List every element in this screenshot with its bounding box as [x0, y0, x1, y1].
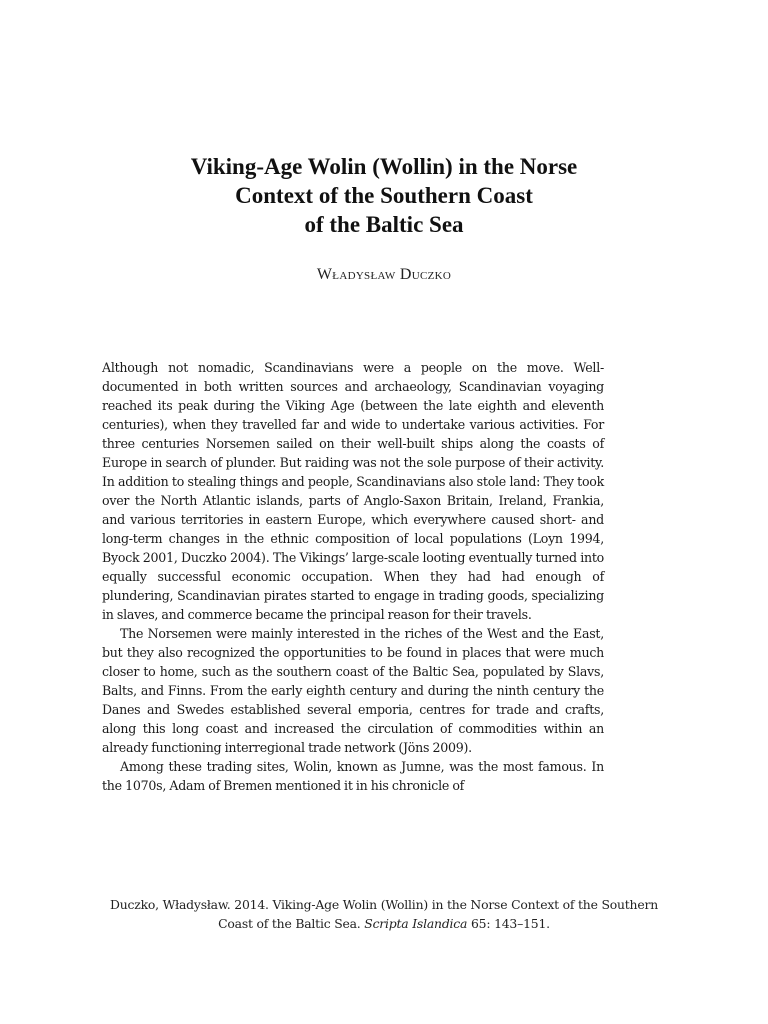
- citation-text: Duczko, Władysław. 2014. Viking-Age Wolin (Wollin) in the Norse Context of the Southern Coast of the Baltic Sea.: [110, 897, 658, 931]
- citation-footnote: [96, 895, 672, 933]
- journal-name: Scripta Islandica: [364, 916, 468, 931]
- title-line: of the Baltic Sea: [304, 212, 464, 237]
- title-line: Viking-Age Wolin (Wollin) in the Norse: [190, 154, 578, 179]
- paragraph: Among these trading sites, Wolin, known as Jumne, was the most famous. In the 1070s, Adam of Bremen mentioned it in his chronicle of: [102, 759, 604, 793]
- paragraph: The Norsemen were mainly interested in the riches of the West and the East, but they also recognized the opportunities to be found in places that were much closer to home, such as the southern coast of the Baltic Sea, populated by Slavs, Balts, and Finns. From the early eighth century and during the ninth century the Danes and Swedes established several emporia, centres for trade and crafts, along this long coast and increased the circulation of commodities within an already functioning interregional trade network (Jöns 2009).: [102, 626, 604, 755]
- article-title: [84, 152, 684, 239]
- title-line: Context of the Southern Coast: [235, 183, 533, 208]
- paragraph: Although not nomadic, Scandinavians were a people on the move. Well-documented in both written sources and archaeology, Scandinavian voyaging reached its peak during the Viking Age (between the late eighth and eleventh centuries), when they travelled far and wide to undertake various activities. For three centuries Norsemen sailed on their well-built ships along the coasts of Europe in search of plunder. But raiding was not the sole purpose of their activity. In addition to stealing things and people, Scandinavians also stole land: They took over the North Atlantic islands, parts of Anglo-Saxon Britain, Ireland, Frankia, and various territories in eastern Europe, which everywhere caused short- and long-term changes in the ethnic composition of local populations (Loyn 1994, Byock 2001, Duczko 2004). The Vikings’ large-scale looting eventually turned into equally successful economic occupation. When they had had enough of plundering, Scandinavian pirates started to engage in trading goods, specializing in slaves, and commerce became the principal reason for their travels.: [102, 360, 604, 622]
- article-body: [102, 358, 604, 795]
- citation-pages: 65: 143–151.: [467, 916, 550, 931]
- article-author: Władysław Duczko: [316, 266, 452, 283]
